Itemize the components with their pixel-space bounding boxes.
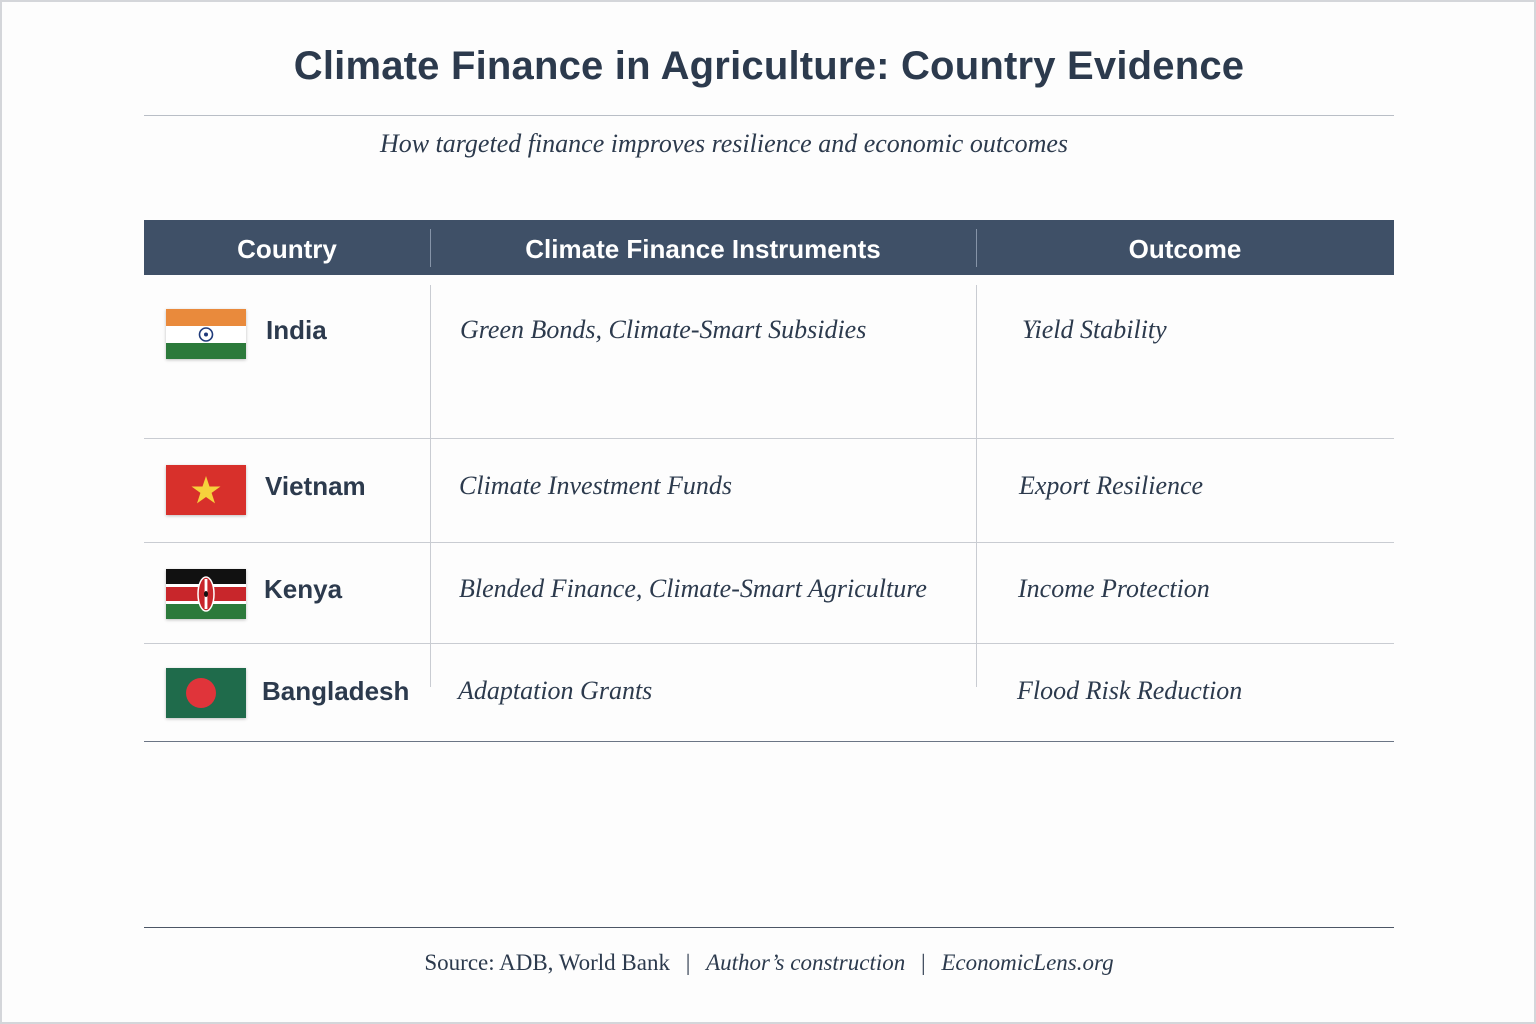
header-outcome: Outcome [1128, 234, 1242, 264]
outcome-cell: Flood Risk Reduction [1017, 676, 1243, 705]
instruments-cell: Blended Finance, Climate-Smart Agriculture [459, 574, 927, 603]
footer-source: Source: ADB, World Bank [424, 950, 670, 975]
page-title: Climate Finance in Agriculture: Country Evidence [293, 44, 1245, 88]
table-bottom-rule [144, 741, 1394, 742]
kenya-flag-icon [166, 569, 246, 619]
instruments-cell: Green Bonds, Climate-Smart Subsidies [460, 315, 867, 344]
outcome-cell: Income Protection [1018, 574, 1210, 603]
vietnam-flag-icon [166, 465, 246, 515]
table-header [144, 220, 1394, 275]
footer-separator: | [920, 950, 926, 975]
instruments-cell: Adaptation Grants [458, 676, 653, 705]
table-row [144, 275, 1394, 384]
instruments-cell: Climate Investment Funds [459, 471, 732, 500]
country-evidence-table [144, 220, 1394, 706]
country-name: Bangladesh [262, 676, 410, 706]
page-subtitle: How targeted finance improves resilience and economic outcomes [379, 129, 1069, 158]
table-row [144, 543, 1394, 644]
footer-credit: Author’s construction [706, 950, 906, 975]
outcome-cell: Export Resilience [1019, 471, 1204, 500]
table-row [144, 644, 1394, 742]
india-flag-icon [166, 309, 246, 359]
country-name: India [266, 315, 327, 345]
country-name: Kenya [264, 574, 343, 604]
bangladesh-flag-icon [166, 668, 246, 718]
title-divider [144, 115, 1394, 116]
footer-separator: | [685, 950, 691, 975]
footer-divider [144, 927, 1394, 928]
outcome-cell: Yield Stability [1022, 315, 1167, 344]
header-country: Country [237, 234, 337, 264]
table-row [144, 439, 1394, 543]
footer-site: EconomicLens.org [941, 950, 1114, 975]
country-name: Vietnam [265, 471, 366, 501]
header-instruments: Climate Finance Instruments [525, 234, 881, 264]
footer [144, 950, 1394, 976]
table-body [144, 275, 1394, 706]
